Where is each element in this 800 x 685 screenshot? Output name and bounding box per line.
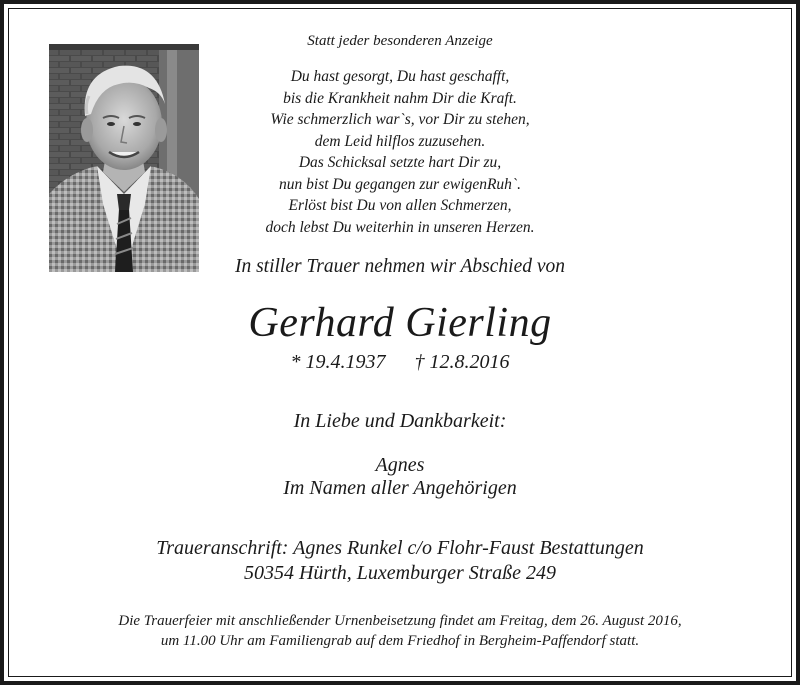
- thanks-text: In Liebe und Dankbarkeit:: [293, 410, 507, 432]
- poem-line: bis die Krankheit nahm Dir die Kraft.: [283, 89, 517, 107]
- life-dates: [250, 351, 550, 374]
- poem-line: Wie schmerzlich war`s, vor Dir zu stehen,: [270, 111, 530, 128]
- poem-line: nun bist Du gegangen zur ewigenRuh`.: [279, 175, 521, 193]
- deceased-name: Gerhard Gierling: [248, 300, 552, 346]
- funeral-line: um 11.00 Uhr am Familiengrab auf dem Friedhof in Bergheim-Paffendorf statt.: [160, 632, 640, 649]
- funeral-info: [30, 612, 770, 651]
- poem: [200, 66, 600, 238]
- signer-family: Im Namen aller Angehörigen: [283, 477, 517, 499]
- mourning-address-street: 50354 Hürth, Luxemburger Straße 249: [243, 562, 557, 584]
- farewell-text: In stiller Trauer nehmen wir Abschied von: [234, 256, 566, 277]
- death-date: † 12.8.2016: [414, 351, 510, 373]
- birth-date: * 19.4.1937: [290, 351, 386, 373]
- poem-line: Das Schicksal setzte hart Dir zu,: [298, 154, 502, 171]
- poem-line: dem Leid hilflos zuzusehen.: [314, 132, 486, 150]
- funeral-line: Die Trauerfeier mit anschließender Urnenbeisetzung findet am Freitag, dem 26. August 2016,: [118, 613, 682, 629]
- mourning-address: Traueranschrift: Agnes Runkel c/o Flohr-Faust Bestattungen: [156, 537, 644, 559]
- portrait-photo: [49, 44, 199, 272]
- poem-line: Du hast gesorgt, Du hast geschafft,: [290, 68, 510, 85]
- poem-line: Erlöst bist Du von allen Schmerzen,: [288, 197, 512, 214]
- poem-line: doch lebst Du weiterhin in unseren Herzen.: [265, 218, 535, 236]
- signer-name: Agnes: [375, 454, 425, 476]
- intro-text: Statt jeder besonderen Anzeige: [307, 33, 493, 49]
